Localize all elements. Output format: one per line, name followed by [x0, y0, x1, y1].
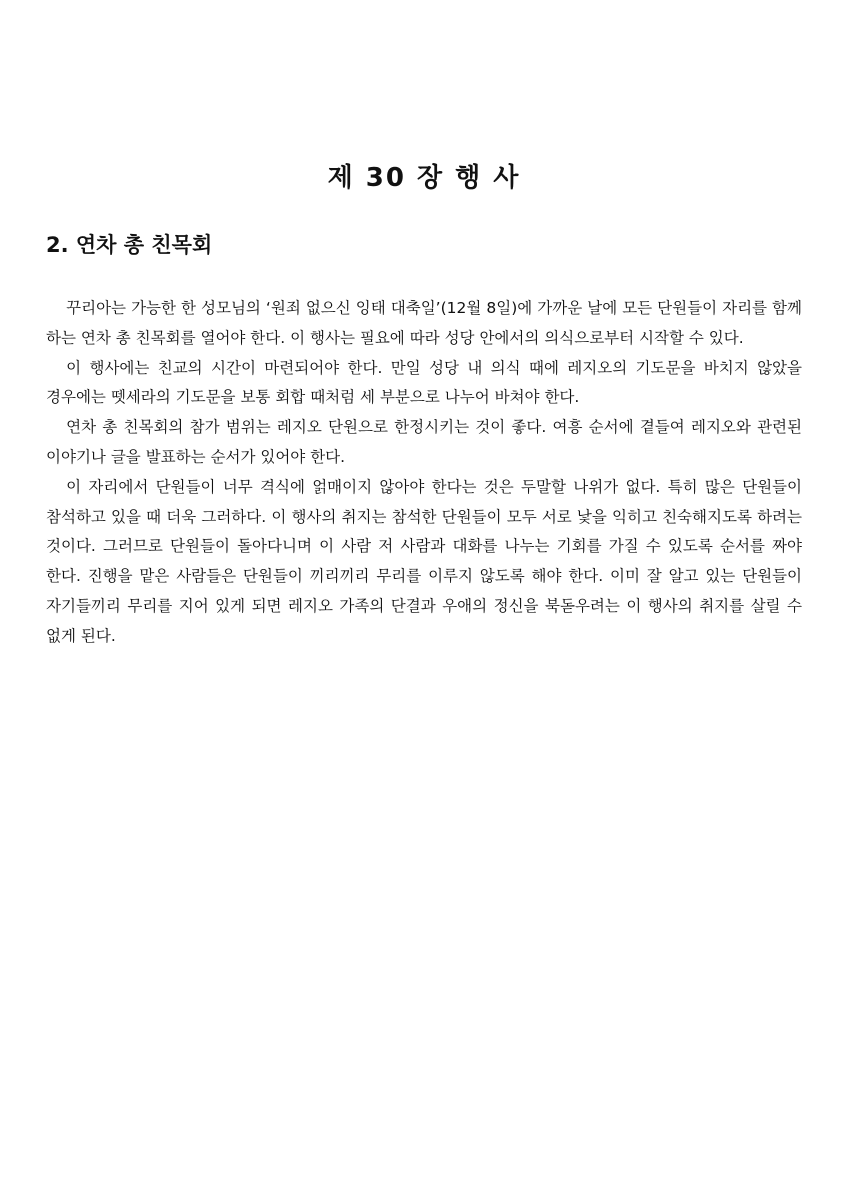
paragraph: 꾸리아는 가능한 한 성모님의 ‘원죄 없으신 잉태 대축일’(12월 8일)에 가까운 날에 모든 단원들이 자리를 함께 하는 연차 총 친목회를 열어야 한다. 이 행사는 필요에 따라 성당 안에서의 의식으로부터 시작할 수 있다.	[46, 299, 802, 347]
paragraph: 연차 총 친목회의 참가 범위는 레지오 단원으로 한정시키는 것이 좋다. 여흥 순서에 곁들여 레지오와 관련된 이야기나 글을 발표하는 순서가 있어야 한다.	[46, 418, 802, 466]
section-heading: 2. 연차 총 친목회	[46, 233, 213, 257]
body-text	[46, 294, 802, 652]
paragraph: 이 행사에는 친교의 시간이 마련되어야 한다. 만일 성당 내 의식 때에 레지오의 기도문을 바치지 않았을 경우에는 뗏세라의 기도문을 보통 회합 때처럼 세 부분으로 나누어 바쳐야 한다.	[46, 358, 802, 407]
chapter-title: 제 30 장 행 사	[327, 163, 521, 193]
paragraph: 이 자리에서 단원들이 너무 격식에 얽매이지 않아야 한다는 것은 두말할 나위가 없다. 특히 많은 단원들이 참석하고 있을 때 더욱 그러하다. 이 행사의 취지는 참석한 단원들이 모두 서로 낯을 익히고 친숙해지도록 하려는 것이다. 그러므로 단원들이 돌아다니며 이 사람 저 사람과 대화를 나누는 기회를 가질 수 있도록 순서를 짜야 한다. 진행을 맡은 사람들은 단원들이 끼리끼리 무리를 이루지 않도록 해야 한다. 이미 잘 알고 있는 단원들이 자기들끼리 무리를 지어 있게 되면 레지오 가족의 단결과 우애의 정신을 북돋우려는 이 행사의 취지를 살릴 수 없게 된다.	[46, 477, 802, 645]
